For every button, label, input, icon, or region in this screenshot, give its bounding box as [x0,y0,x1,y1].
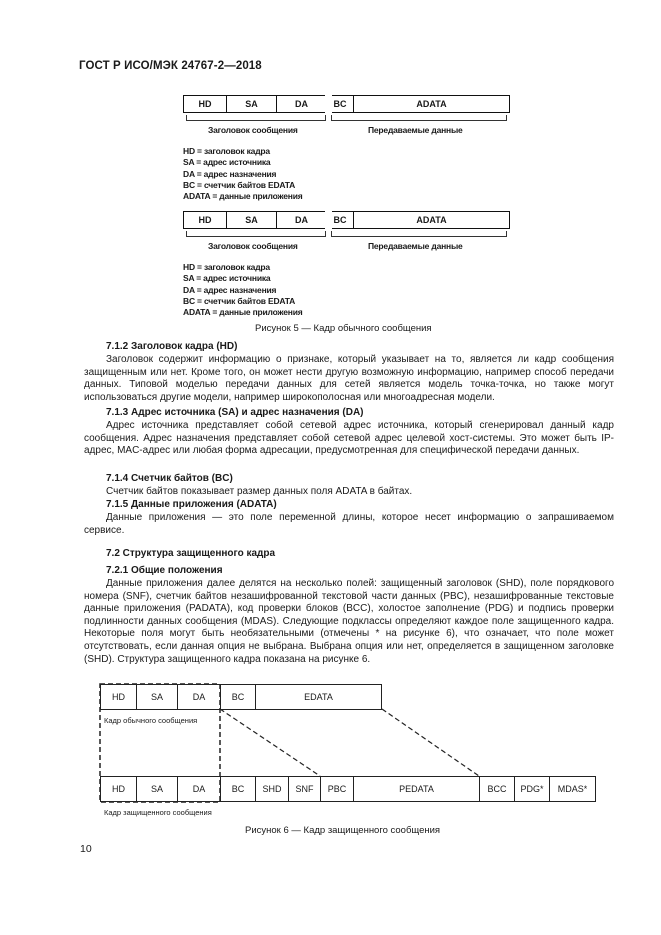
field-sa: SA [137,777,178,801]
field-sa: SA [227,212,277,228]
field-hd: HD [184,96,227,112]
legend-item: BC = счетчик байтов EDATA [183,295,296,306]
legend-item: SA = адрес источника [183,273,271,284]
message-header-label: Заголовок сообщения [208,125,298,135]
field-hd: HD [101,685,137,709]
paragraph: Счетчик байтов показывает размер данных поля ADATA в байтах. [106,486,413,497]
section-7-1-4-title: 7.1.4 Счетчик байтов (BC) [106,473,233,484]
field-da: DA [277,96,327,112]
field-adata: ADATA [416,215,447,225]
field-da: DA [277,212,327,228]
field-adata: ADATA [416,99,447,109]
field-shd: SHD [256,777,289,801]
legend-item: SA = адрес источника [183,157,271,168]
section-7-1-3-title: 7.1.3 Адрес источника (SA) и адрес назначения (DA) [106,407,364,418]
legend-item: HD = заголовок кадра [183,146,270,156]
field-hd: HD [184,212,227,228]
legend-item: ADATA = данные приложения [183,191,303,202]
section-7-2-title: 7.2 Структура защищенного кадра [106,548,276,559]
field-pbc: PBC [321,777,354,801]
field-bc: BC [221,777,256,801]
paragraph: Данные приложения — это поле переменной длины, которое несет информацию о запрашиваемом сервисе. [84,512,614,536]
field-snf: SNF [289,777,321,801]
section-7-1-5-title: 7.1.5 Данные приложения (ADATA) [106,499,277,510]
legend-item: ADATA = данные приложения [183,307,303,318]
section-7-2-1-title: 7.2.1 Общие положения [106,565,223,576]
secured-frame-row [100,776,596,802]
expansion-line-right [382,709,479,776]
field-da: DA [178,685,221,709]
field-hd: HD [101,777,137,801]
transmitted-data-label: Передаваемые данные [368,241,463,251]
secured-frame-label: Кадр защищенного сообщения [104,808,212,817]
paragraph: Адрес источника представляет собой сетевой адрес источника, который сгенерировал данный кадр сообщения. Адрес назначения представляет собой сетевой адрес целевой хост-системы. Это может быть IP-адрес, MAC-адрес или любая форма адресации, предусмотренная для специфической передачи данных. [84,420,614,457]
normal-frame-label: Кадр обычного сообщения [104,716,198,725]
normal-frame-row [100,684,382,710]
section-7-1-2-title: 7.1.2 Заголовок кадра (HD) [106,341,238,352]
legend-item: HD = заголовок кадра [183,262,270,272]
document-header: ГОСТ Р ИСО/МЭК 24767-2—2018 [79,60,262,72]
page-number: 10 [80,843,92,855]
paragraph: Заголовок содержит информацию о признаке, который указывает на то, является ли кадр сообщения защищенным или нет. Кроме того, он может нести другую возможную информацию, например способ передачи данных. Типовой моделью передачи данных для сетей является модель точка-точка, но также могут использоваться другие модели, например широкополосная или многоадресная модели. [84,354,614,403]
figure-6-caption: Рисунок 6 — Кадр защищенного сообщения [245,825,441,836]
field-bc: BC [327,96,354,112]
expansion-line-left [220,709,320,776]
field-pedata: PEDATA [354,777,480,801]
legend-item: DA = адрес назначения [183,284,277,295]
field-bc: BC [327,212,354,228]
message-header-label: Заголовок сообщения [208,241,298,251]
field-sa: SA [137,685,178,709]
field-bc: BC [221,685,256,709]
field-mdas: MDAS* [557,784,588,794]
legend-item: BC = счетчик байтов EDATA [183,179,296,190]
field-bcc: BCC [480,777,515,801]
figure-5-caption: Рисунок 5 — Кадр обычного сообщения [255,323,432,334]
paragraph: Данные приложения далее делятся на несколько полей: защищенный заголовок (SHD), поле порядкового номера (SNF), счетчик байтов незашифрованной текстовой части данных (PBC), незашифрованные текстовые данные приложения (PADATA), код проверки блоков (BCC), холостое заполнение (PDG) и подпись проверки подлинности данных сообщения (MDAS). Следующие подклассы определяют каждое поле защищенного кадра. Некоторые поля могут быть необязательными (отмечены * на рисунке 6), что означает, что поле может отсутствовать, если данная опция не выбрана. Выбрана опция или нет, определяется в защищенном заголовке (SHD). Структура защищенного кадра показана на рисунке 6. [84,578,614,665]
field-edata: EDATA [304,692,333,702]
transmitted-data-label: Передаваемые данные [368,125,463,135]
field-pdg: PDG* [515,777,550,801]
legend-item: DA = адрес назначения [183,168,277,179]
field-da: DA [178,777,221,801]
field-sa: SA [227,96,277,112]
